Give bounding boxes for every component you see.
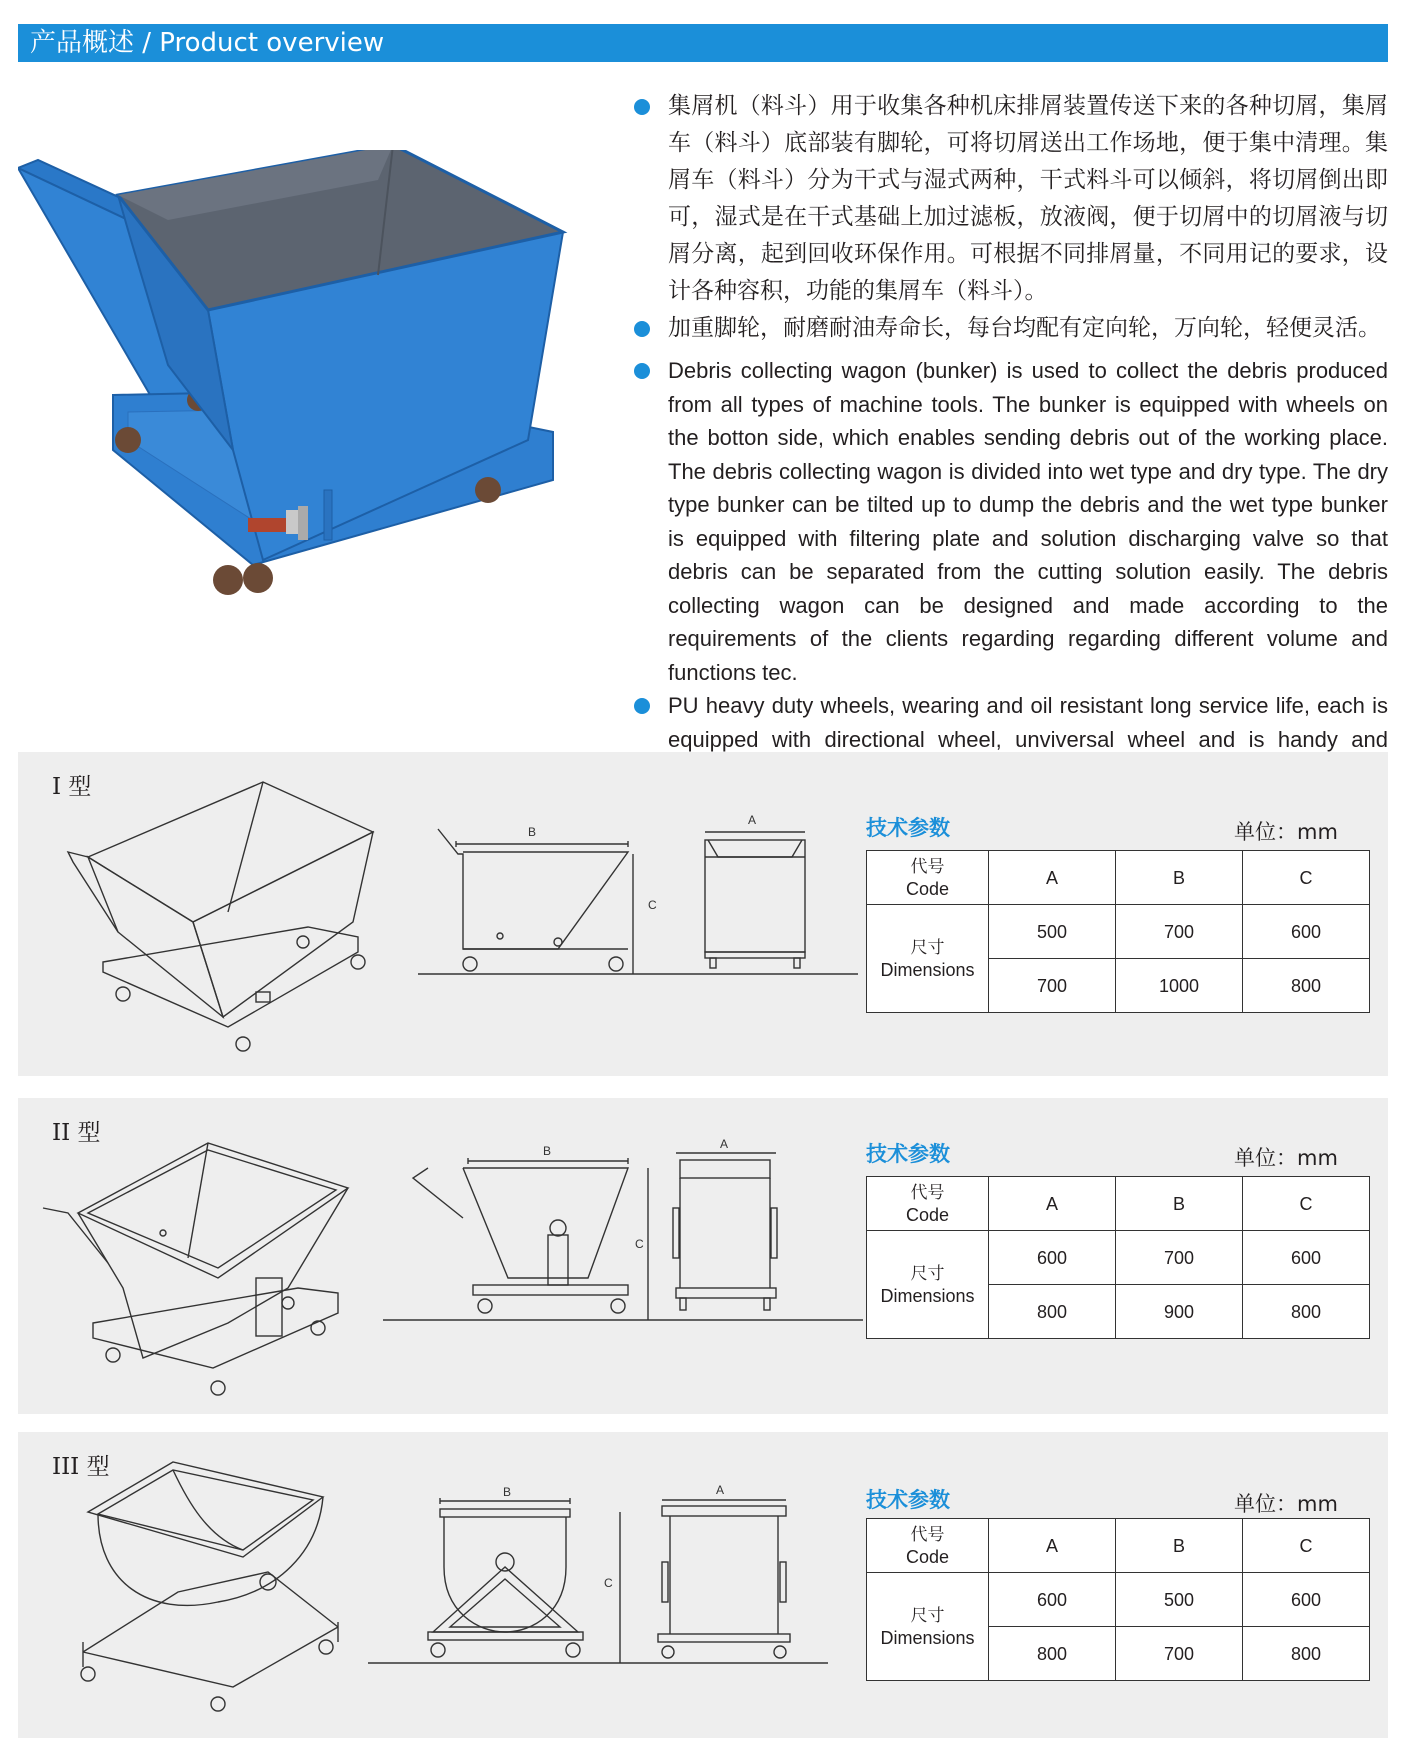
type-1-iso-drawing	[58, 772, 388, 1072]
dim-label-c: C	[648, 898, 657, 912]
type-3-title: III 型	[52, 1454, 110, 1480]
table-row: 代号 Code A B C	[867, 1519, 1370, 1573]
type-2-spec-table	[866, 1176, 1370, 1339]
header-title: 产品概述 / Product overview	[30, 28, 385, 58]
en-bullet-2: PU heavy duty wheels, wearing and oil resistant long service life, each is equipped with directional wheel, unviversal wheel and is handy and	[634, 689, 1388, 790]
type-1-title: I 型	[52, 774, 92, 800]
dim-label-c: C	[604, 1576, 613, 1590]
section-header	[18, 24, 1388, 62]
type-3-iso-drawing	[68, 1442, 358, 1738]
type-3-spec-table	[866, 1518, 1370, 1681]
type-2-spec-title: 技术参数	[866, 1142, 950, 1166]
bullet-dot-icon	[634, 321, 650, 337]
type-2-title: II 型	[52, 1120, 101, 1146]
type-2-side-drawing	[403, 1143, 673, 1333]
type-3-side-drawing	[388, 1487, 648, 1677]
type-3-section	[18, 1432, 1388, 1738]
cn-bullet-2: 加重脚轮，耐磨耐油寿命长，每台均配有定向轮，万向轮，轻便灵活。	[634, 310, 1388, 347]
product-description	[634, 88, 1388, 790]
type-1-section	[18, 752, 1388, 1076]
en-bullet-1: Debris collecting wagon (bunker) is used to collect the debris produced from all types of machine tools. The bunker is equipped with wheels on the botton side, which enables sending debris out of the working place. The debris collecting wagon is divided into wet type and dry type. The dry type bunker can be tilted up to dump the debris and the wet type bunker is equipped with filtering plate and solution discharging valve so that debris can be separated from the cutting solution easily. The debris collecting wagon can be designed and made according to the requirements of the clients regarding regarding different volume and functions tec.	[634, 354, 1388, 689]
type-3-spec-title: 技术参数	[866, 1488, 950, 1512]
type-2-front-drawing	[668, 1138, 783, 1323]
cn-bullet-1: 集屑机（料斗）用于收集各种机床排屑装置传送下来的各种切屑，集屑车（料斗）底部装有脚轮，可将切屑送出工作场地，便于集中清理。集屑车（料斗）分为干式与湿式两种，干式料斗可以倾斜，将切屑倒出即可，湿式是在干式基础上加过滤板，放液阀，便于切屑中的切屑液与切屑分离，起到回收环保作用。可根据不同排屑量，不同用记的要求，设计各种容积，功能的集屑车（料斗）。	[634, 88, 1388, 310]
type-1-spec-unit: 单位：mm	[1234, 820, 1338, 844]
blue-bunker-illustration	[18, 150, 618, 670]
type-2-spec-unit: 单位：mm	[1234, 1146, 1338, 1170]
type-1-front-drawing	[700, 812, 810, 972]
type-1-spec-title: 技术参数	[866, 816, 950, 840]
dim-label-a: A	[720, 1137, 729, 1151]
bullet-dot-icon	[634, 99, 650, 115]
type-3-front-drawing	[654, 1484, 794, 1674]
table-row: 代号 Code A B C	[867, 1177, 1370, 1231]
dim-label-c: C	[635, 1237, 644, 1251]
bullet-dot-icon	[634, 698, 650, 714]
type-1-spec-table	[866, 850, 1370, 1013]
dim-label-b: B	[503, 1485, 512, 1499]
table-row: 尺寸 Dimensions 500 700 600	[867, 905, 1370, 959]
table-row: 700 1000 800	[867, 959, 1370, 1013]
table-row: 800 900 800	[867, 1285, 1370, 1339]
type-1-side-drawing	[428, 814, 688, 984]
type-3-spec-unit: 单位：mm	[1234, 1492, 1338, 1516]
table-row: 尺寸 Dimensions 600 700 600	[867, 1231, 1370, 1285]
dim-label-b: B	[543, 1144, 552, 1158]
type-2-iso-drawing	[38, 1118, 358, 1408]
dim-label-a: A	[748, 813, 757, 827]
bullet-dot-icon	[634, 363, 650, 379]
table-row: 代号 Code A B C	[867, 851, 1370, 905]
table-row: 800 700 800	[867, 1627, 1370, 1681]
table-row: 尺寸 Dimensions 600 500 600	[867, 1573, 1370, 1627]
dim-label-b: B	[528, 825, 537, 839]
product-photo	[18, 150, 618, 670]
dim-label-a: A	[716, 1483, 725, 1497]
type-2-section	[18, 1098, 1388, 1414]
